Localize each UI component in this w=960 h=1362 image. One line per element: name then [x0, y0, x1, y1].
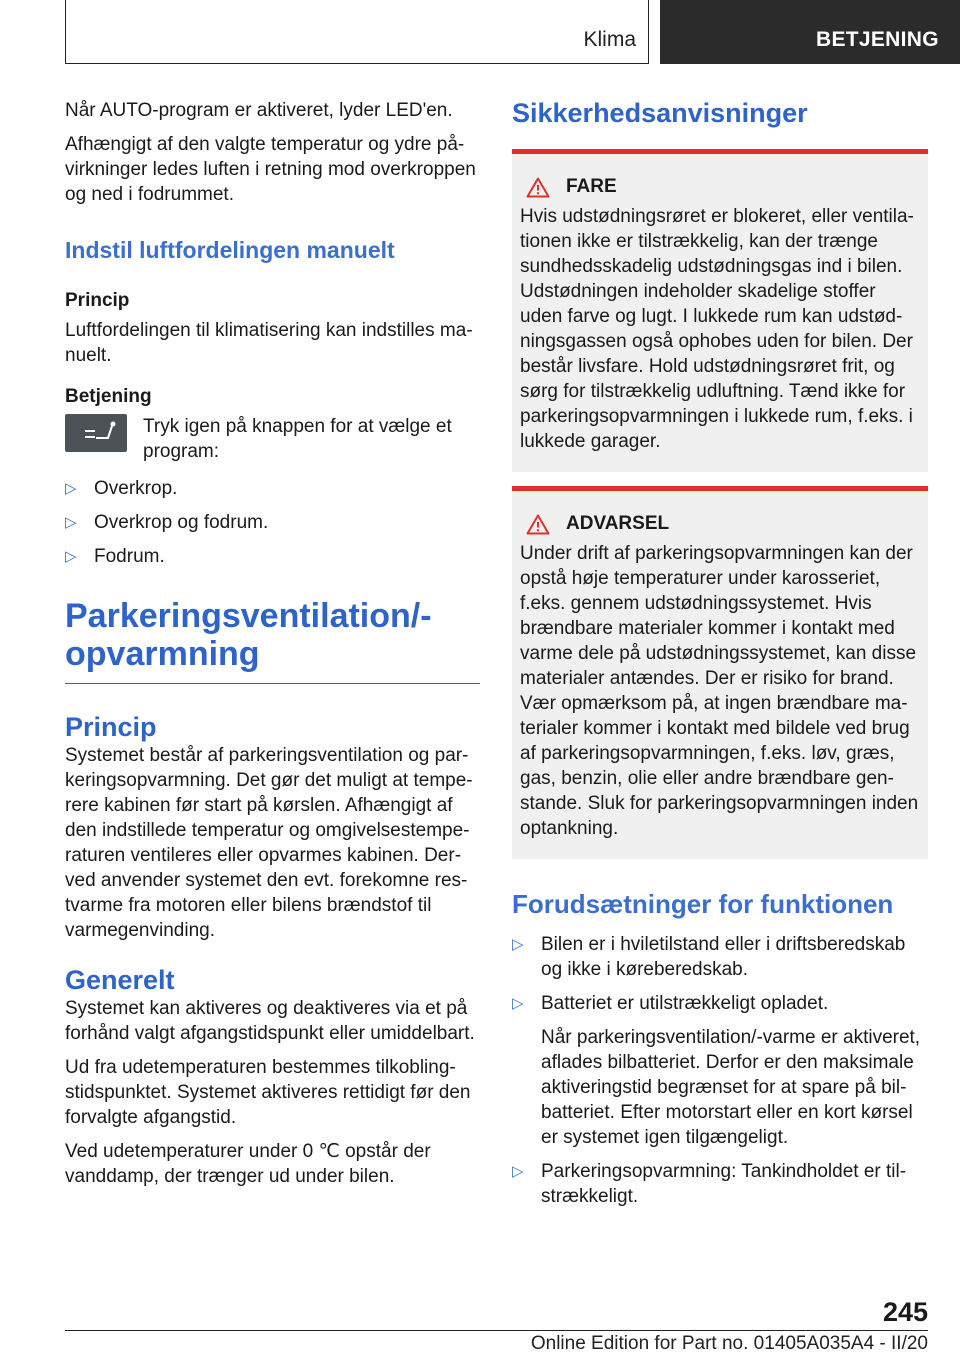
- paragraph: Luftfordelingen til klimatisering kan indstilles manuelt.: [65, 320, 473, 366]
- list-item: ▷ Overkrop og fodrum.: [65, 512, 269, 533]
- airflow-button-icon: [65, 414, 127, 452]
- section-heading: Forudsætninger for funktionen: [512, 889, 894, 919]
- triangle-bullet-icon: ▷: [65, 480, 77, 497]
- footer-edition: Online Edition for Part no. 01405A035A4 - II/20: [530, 1333, 928, 1354]
- program-list: [65, 476, 480, 569]
- chapter-heading-block: [65, 597, 480, 684]
- paragraph: Ved udetemperaturer under 0 ℃ opstår der vanddamp, der trænger ud under bilen.: [65, 1141, 431, 1187]
- paragraph: Afhængigt af den valgte temperatur og ydre påvirkninger ledes luften i retning mod overkroppen og ned i fodrummet.: [65, 134, 476, 205]
- warning-title: ADVARSEL: [520, 513, 920, 535]
- triangle-bullet-icon: ▷: [65, 548, 77, 565]
- paragraph: Når AUTO-program er aktiveret, lyder LED'en.: [65, 100, 453, 121]
- heading-rule: [65, 683, 480, 684]
- subheading: Princip: [65, 290, 130, 311]
- list-item: ▷ Parkeringsopvarmning: Tankindholdet er tilstrækkeligt.: [512, 1161, 907, 1207]
- warning-triangle-icon: [526, 177, 550, 198]
- list-item-note: Når parkeringsventilation/-varme er aktiveret, aflades bilbatteriet. Derfor er den maksimale aktiveringstid begrænset for at spare på bilbatteriet. Efter motorstart eller en kort kørsel er systemet igen tilgængeligt.: [541, 1027, 921, 1148]
- header-box: [65, 0, 649, 64]
- header-chapter-tab: BETJENING: [660, 0, 960, 64]
- triangle-bullet-icon: ▷: [512, 1163, 524, 1180]
- warning-box-danger: [512, 149, 928, 472]
- warning-text: Hvis udstødningsrøret er blokeret, eller ventilationen ikke er tilstrækkelig, kan der trænge sundhedsskadelig udstødningsgas ind i bilen. Udstødningen indeholder skadelige stoffer uden farve og lugt. I lukkede rum kan udstødningsgassen også ophobes uden for bilen. Der består livsfare. Hold udstødningsrøret frit, og sørg for tilstrækkelig udluftning. Tænd ikke for parkeringsopvarmningen i lukkede rum, f.eks. i lukkede garager.: [520, 206, 914, 452]
- list-item: ▷ Fodrum.: [65, 546, 165, 567]
- left-column: [65, 98, 480, 1198]
- list-item: ▷ Bilen er i hviletilstand eller i driftsberedskab og ikke i køreberedskab.: [512, 934, 906, 980]
- section-heading: Princip: [65, 712, 157, 742]
- triangle-bullet-icon: ▷: [512, 936, 524, 953]
- triangle-bullet-icon: ▷: [65, 514, 77, 531]
- section-heading: Indstil luftfordelingen manuelt: [65, 237, 395, 263]
- right-column: [512, 98, 928, 1218]
- warning-triangle-icon: [526, 514, 550, 535]
- requirements-list: [512, 932, 928, 1209]
- list-item: ▷ Overkrop.: [65, 478, 178, 499]
- list-item: ▷ Batteriet er utilstrækkeligt opladet. Når parkeringsventilation/-varme er aktiveret, aflades bilbatteriet. Derfor er den maksimale aktiveringstid begrænset for at spare på bilbatteriet. Efter motorstart eller en kort kørsel er systemet igen tilgængeligt.: [512, 991, 928, 1150]
- warning-title: FARE: [520, 176, 920, 198]
- header-section: Klima: [583, 28, 636, 51]
- footer-rule: [65, 1330, 928, 1331]
- paragraph: Ud fra udetemperaturen bestemmes tilkoblingstidspunktet. Systemet aktiveres rettidigt før den forvalgte afgangstid.: [65, 1057, 471, 1128]
- paragraph: Tryk igen på knappen for at vælge et program:: [143, 416, 452, 462]
- section-heading: Sikkerhedsanvisninger: [512, 98, 808, 128]
- section-heading: Generelt: [65, 965, 175, 995]
- chapter-heading: Parkeringsventilation/-opvarmning: [65, 597, 432, 673]
- page-number: 245: [882, 1297, 928, 1327]
- subheading: Betjening: [65, 386, 152, 407]
- paragraph: Systemet kan aktiveres og deaktiveres via et på forhånd valgt afgangstidspunkt eller umiddelbart.: [65, 998, 475, 1044]
- warning-box-caution: [512, 486, 928, 859]
- triangle-bullet-icon: ▷: [512, 995, 524, 1012]
- warning-text: Under drift af parkeringsopvarmningen kan der opstå høje temperaturer under karosseriet, f.eks. gennem udstødningssystemet. Hvis brændbare materialer kommer i kontakt med varme dele på udstødningssystemet, kan disse materialer antændes. Der er risiko for brand. Vær opmærksom på, at ingen brændbare materialer kommer i kontakt med bildele ved brug af parkeringsopvarmningen, f.eks. løv, græs, gas, benzin, olie eller andre brændbare genstande. Sluk for parkeringsopvarmningen inden optankning.: [520, 543, 919, 839]
- button-instruction: [65, 414, 480, 466]
- paragraph: Systemet består af parkeringsventilation og parkeringsopvarmning. Det gør det muligt at temperere kabinen før start på kørslen. Afhængigt af den indstillede temperatur og omgivelsestemperaturen ventileres eller opvarmes kabinen. Derved anvender systemet den evt. forekomne restvarme fra motoren eller bilens brændstof til varmegenvinding.: [65, 745, 473, 941]
